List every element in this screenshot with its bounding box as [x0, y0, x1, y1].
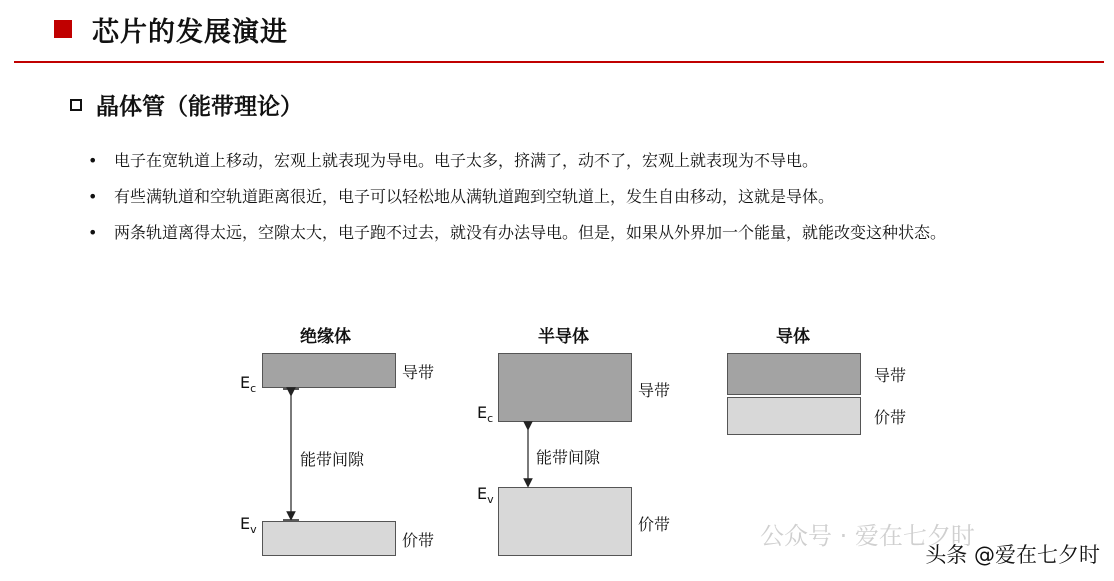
bullet-dot: •	[88, 151, 98, 170]
page-title: 芯片的发展演进	[92, 16, 288, 48]
insulator-gap-label: 能带间隙	[300, 450, 365, 469]
semiconductor-gap-label: 能带间隙	[536, 448, 601, 467]
semiconductor-ev-label: $E_v$	[477, 484, 494, 507]
watermark: 头条 @爱在七夕时	[925, 543, 1100, 567]
insulator-conduction-label: 导带	[402, 363, 435, 382]
semiconductor-valence-label: 价带	[638, 515, 671, 534]
bullet-text: 两条轨道离得太远，空隙太大，电子跑不过去，就没有办法导电。但是，如果从外界加一个能量，就能改变这种状态。	[114, 223, 947, 242]
conductor-title: 导体	[776, 327, 810, 347]
insulator-valence-label: 价带	[402, 531, 435, 550]
conductor-conduction-label: 导带	[874, 366, 907, 385]
conductor-valence-label: 价带	[874, 408, 907, 427]
insulator-ev-label: $E_v$	[240, 514, 257, 537]
bullet-text: 有些满轨道和空轨道距离很近，电子可以轻松地从满轨道跑到空轨道上，发生自由移动，这就是导体。	[114, 187, 835, 206]
semiconductor-conduction-label: 导带	[638, 381, 671, 400]
semiconductor-title: 半导体	[538, 327, 589, 347]
bullet-dot: •	[88, 187, 98, 206]
bullet-dot: •	[88, 223, 98, 242]
section-title: 晶体管（能带理论）	[96, 94, 303, 120]
insulator-title: 绝缘体	[300, 327, 351, 347]
bullet-text: 电子在宽轨道上移动，宏观上就表现为导电。电子太多，挤满了，动不了，宏观上就表现为不导电。	[114, 151, 819, 170]
insulator-ec-label: $E_c$	[240, 373, 257, 396]
watermark-faded: 公众号 · 爱在七夕时	[760, 522, 975, 550]
semiconductor-ec-label: $E_c$	[477, 403, 494, 426]
